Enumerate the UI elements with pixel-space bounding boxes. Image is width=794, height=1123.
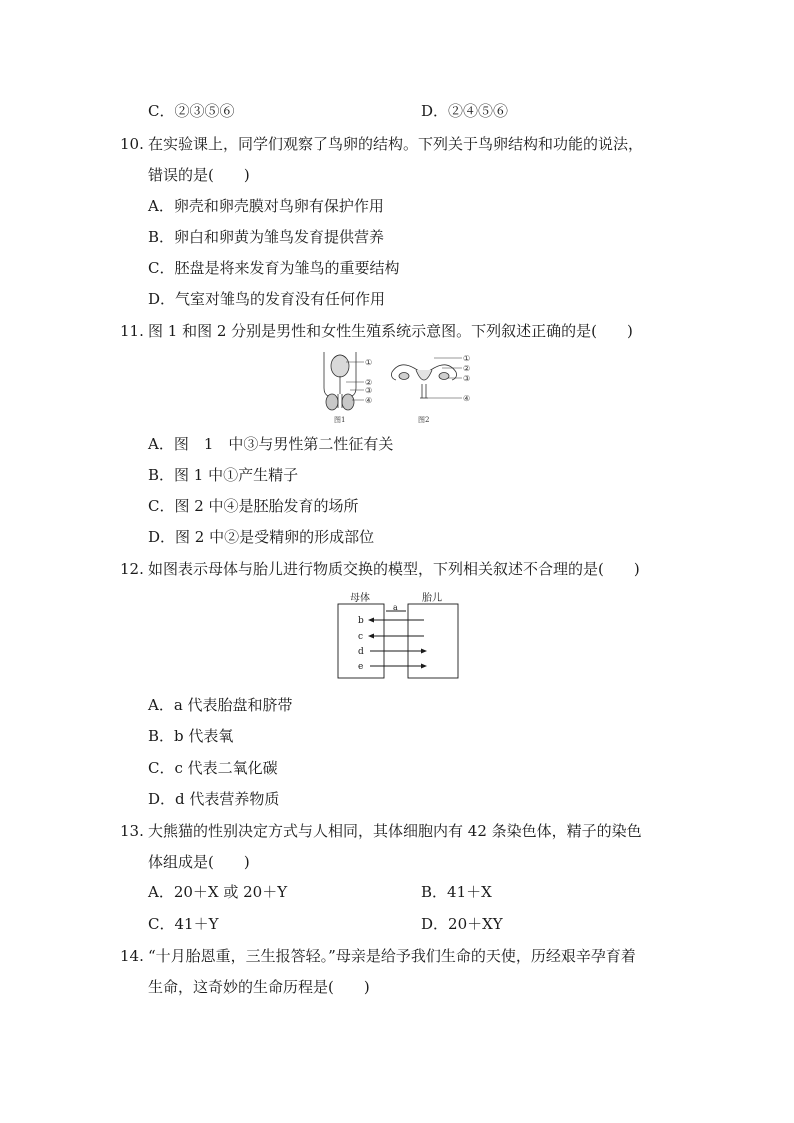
fig2-mark-1: ① <box>463 354 471 363</box>
fig1-label: 图1 <box>334 416 346 424</box>
q12-number: 12. <box>120 560 144 578</box>
q11-stem: 图 1 和图 2 分别是男性和女性生殖系统示意图。下列叙述正确的是( ) <box>148 322 633 340</box>
q13-option-a: A．20＋X 或 20＋Y <box>148 883 288 901</box>
q10-option-d: D．气室对雏鸟的发育没有任何作用 <box>148 290 386 308</box>
fig1-mark-4: ④ <box>365 396 373 405</box>
q9-option-d: D．②④⑤⑥ <box>421 102 509 120</box>
fig1-mark-1: ① <box>365 358 373 367</box>
mother-label: 母体 <box>350 593 370 604</box>
q13-option-c: C．41＋Y <box>148 915 219 933</box>
q10-stem-line2: 错误的是( ) <box>148 166 250 184</box>
label-a: a <box>393 603 398 612</box>
q14-number: 14. <box>120 947 144 965</box>
q13-stem-line1: 大熊猫的性别决定方式与人相同，其体细胞内有 42 条染色体，精子的染色 <box>148 822 642 840</box>
q12-option-c: C．c 代表二氧化碳 <box>148 759 278 777</box>
fig2-mark-4: ④ <box>463 394 471 403</box>
q13-number: 13. <box>120 822 144 840</box>
q9-option-c: C．②③⑤⑥ <box>148 102 235 120</box>
q11-option-c: C．图 2 中④是胚胎发育的场所 <box>148 497 359 515</box>
fetus-box <box>408 604 458 678</box>
fig1-mark-3: ③ <box>365 386 373 395</box>
q14-stem-line1: “十月胎恩重，三生报答轻。”母亲是给予我们生命的天使，历经艰辛孕育着 <box>148 947 636 965</box>
label-c: c <box>358 632 364 642</box>
label-e: e <box>358 662 364 672</box>
fig2-label: 图2 <box>418 416 430 424</box>
label-b: b <box>358 616 364 626</box>
q12-option-a: A．a 代表胎盘和脐带 <box>148 696 293 714</box>
q11-number: 11. <box>120 322 144 340</box>
label-d: d <box>358 647 364 657</box>
q14-stem-line2: 生命，这奇妙的生命历程是( ) <box>148 978 370 996</box>
exchange-model-diagram <box>336 590 460 680</box>
figure2-female-system <box>392 358 463 398</box>
fig1-mark-2: ② <box>365 378 373 387</box>
q11-option-a: A．图 1 中③与男性第二性征有关 <box>148 435 394 453</box>
fetus-label: 胎儿 <box>422 593 442 604</box>
q12-stem: 如图表示母体与胎儿进行物质交换的模型，下列相关叙述不合理的是( ) <box>148 560 640 578</box>
fig2-mark-2: ② <box>463 364 471 373</box>
q10-number: 10. <box>120 135 144 153</box>
fig2-mark-3: ③ <box>463 374 471 383</box>
figure1-male-system <box>324 352 364 410</box>
q10-option-a: A．卵壳和卵壳膜对鸟卵有保护作用 <box>148 197 384 215</box>
q12-option-b: B．b 代表氧 <box>148 727 234 745</box>
q13-stem-line2: 体组成是( ) <box>148 853 250 871</box>
q11-option-d: D．图 2 中②是受精卵的形成部位 <box>148 528 375 546</box>
q11-option-b: B．图 1 中①产生精子 <box>148 466 299 484</box>
q10-stem-line1: 在实验课上，同学们观察了鸟卵的结构。下列关于鸟卵结构和功能的说法， <box>148 135 644 153</box>
q10-option-c: C．胚盘是将来发育为雏鸟的重要结构 <box>148 259 400 277</box>
q12-option-d: D．d 代表营养物质 <box>148 790 280 808</box>
reproductive-system-figures <box>316 350 486 425</box>
q13-option-b: B．41＋X <box>421 883 492 901</box>
q10-option-b: B．卵白和卵黄为雏鸟发育提供营养 <box>148 228 385 246</box>
q13-option-d: D．20＋XY <box>421 915 503 933</box>
